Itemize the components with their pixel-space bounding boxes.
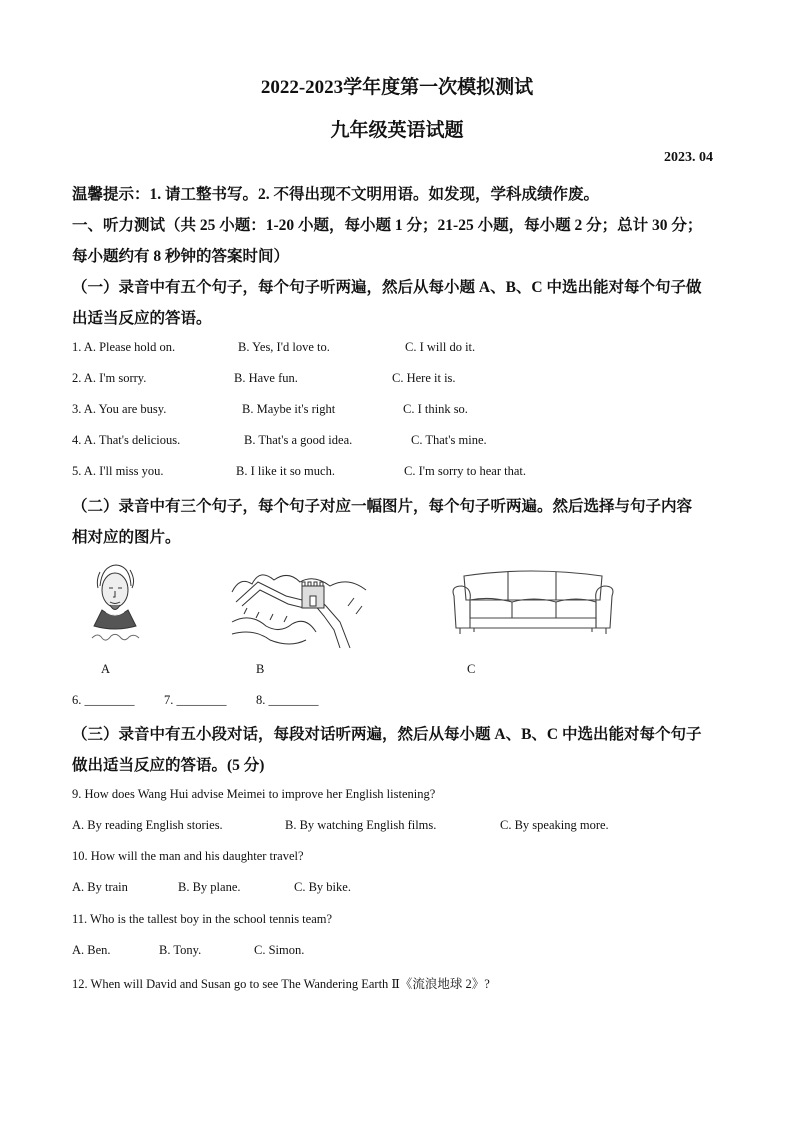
q4-option-b: B. That's a good idea. [244, 433, 353, 447]
picture-label-c: C [467, 662, 476, 676]
q10-stem: 10. How will the man and his daughter travel? [72, 849, 304, 863]
q9-option-a: A. By reading English stories. [72, 818, 223, 832]
q5-option-b: B. I like it so much. [236, 464, 335, 478]
part2-instruction-line2: 相对应的图片。 [72, 529, 181, 546]
q9-stem: 9. How does Wang Hui advise Meimei to improve her English listening? [72, 787, 436, 801]
sofa-picture [450, 566, 616, 638]
great-wall-picture [230, 562, 370, 650]
part3-instruction-line1: （三）录音中有五小段对话，每段对话听两遍，然后从每小题 A、B、C 中选出能对每个句子 [72, 726, 702, 743]
q5-option-a: 5. A. I'll miss you. [72, 464, 164, 478]
q10-option-c: C. By bike. [294, 880, 351, 894]
section1-heading-line1: 一、听力测试（共 25 小题：1-20 小题，每小题 1 分；21-25 小题，每小题 2 分；总计 30 分； [72, 217, 703, 234]
section1-heading-line2: 每小题约有 8 秒钟的答案时间） [72, 248, 290, 265]
part2-instruction-line1: （二）录音中有三个句子，每个句子对应一幅图片，每个句子听两遍。然后选择与句子内容 [72, 498, 693, 515]
q10-option-a: A. By train [72, 880, 128, 894]
q2-option-c: C. Here it is. [392, 371, 456, 385]
notice-text: 温馨提示：1. 请工整书写。2. 不得出现不文明用语。如发现，学科成绩作废。 [72, 186, 600, 203]
q11-option-b: B. Tony. [159, 943, 202, 957]
q2-option-b: B. Have fun. [234, 371, 298, 385]
q3-option-a: 3. A. You are busy. [72, 402, 167, 416]
q11-stem: 11. Who is the tallest boy in the school tennis team? [72, 912, 333, 926]
q4-option-a: 4. A. That's delicious. [72, 433, 181, 447]
exam-date: 2023. 04 [664, 150, 713, 165]
q3-option-c: C. I think so. [403, 402, 468, 416]
part1-instruction-line1: （一）录音中有五个句子，每个句子听两遍，然后从每小题 A、B、C 中选出能对每个句子做 [72, 279, 702, 296]
q1-option-b: B. Yes, I'd love to. [238, 340, 330, 354]
q1-option-c: C. I will do it. [405, 340, 476, 354]
answer-blank-7[interactable]: 7. ________ [164, 693, 227, 707]
portrait-picture [80, 558, 150, 648]
q10-option-b: B. By plane. [178, 880, 241, 894]
picture-label-a: A [101, 662, 111, 676]
q2-option-a: 2. A. I'm sorry. [72, 371, 147, 385]
q1-option-a: 1. A. Please hold on. [72, 340, 176, 354]
picture-label-b: B [256, 662, 265, 676]
answer-blank-6[interactable]: 6. ________ [72, 693, 135, 707]
page-title: 2022-2023学年度第一次模拟测试 [260, 77, 534, 98]
q3-option-b: B. Maybe it's right [242, 402, 336, 416]
q11-option-c: C. Simon. [254, 943, 305, 957]
q4-option-c: C. That's mine. [411, 433, 487, 447]
part1-instruction-line2: 出适当反应的答语。 [72, 310, 212, 327]
q5-option-c: C. I'm sorry to hear that. [404, 464, 527, 478]
part3-instruction-line2: 做出适当反应的答语。(5 分) [72, 757, 265, 774]
answer-blank-8[interactable]: 8. ________ [256, 693, 319, 707]
page-subtitle: 九年级英语试题 [330, 120, 464, 141]
q9-option-c: C. By speaking more. [500, 818, 609, 832]
q11-option-a: A. Ben. [72, 943, 111, 957]
q9-option-b: B. By watching English films. [285, 818, 437, 832]
q12-stem: 12. When will David and Susan go to see The Wandering Earth Ⅱ《流浪地球 2》? [72, 977, 490, 991]
